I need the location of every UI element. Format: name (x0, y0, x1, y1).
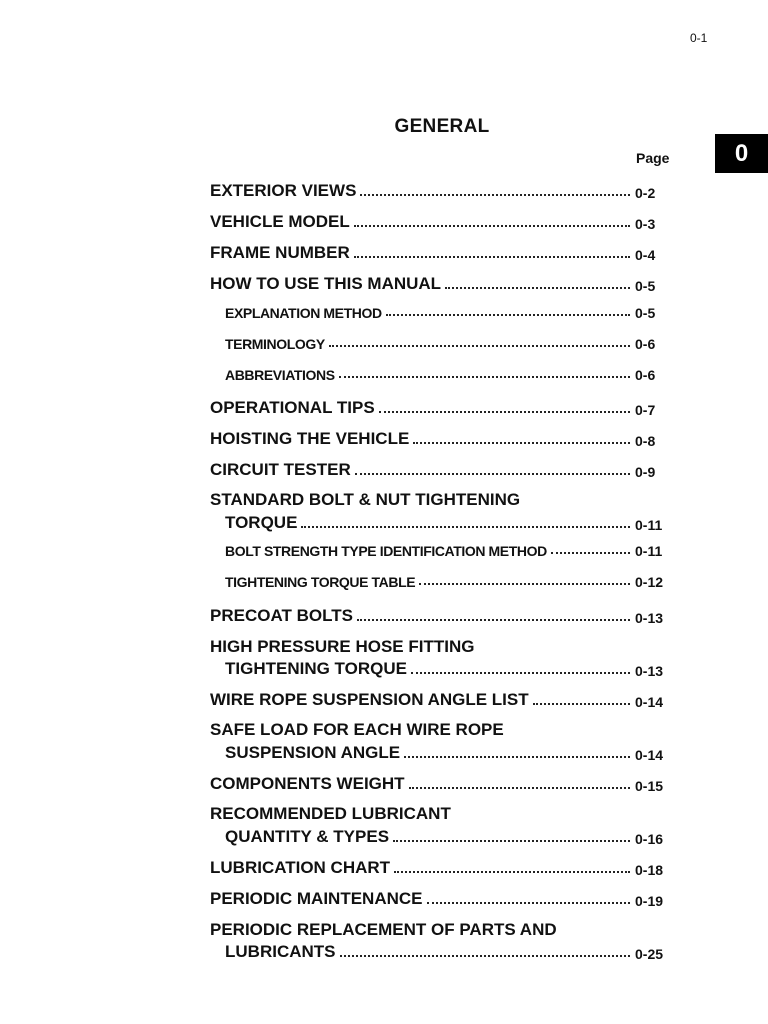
toc-entry-page: 0-9 (635, 464, 656, 480)
toc-subentry[interactable] (225, 305, 673, 321)
leader-dots (329, 345, 630, 347)
toc-entry-first-line[interactable]: PERIODIC REPLACEMENT OF PARTS AND (210, 920, 557, 939)
leader-dots (360, 194, 630, 196)
leader-dots (427, 902, 630, 904)
toc-entry-label: TERMINOLOGY (225, 336, 325, 352)
toc-entry-label: COMPONENTS WEIGHT (210, 774, 405, 793)
toc-entry[interactable] (225, 827, 673, 847)
toc-entry-label: LUBRICANTS (225, 942, 336, 961)
toc-entry-page: 0-14 (635, 747, 664, 763)
toc-entry-label: TIGHTENING TORQUE (225, 659, 407, 678)
toc-entry-label: LUBRICATION CHART (210, 858, 391, 877)
toc-entry-label: TIGHTENING TORQUE TABLE (225, 574, 416, 590)
toc-entry-page: 0-5 (635, 305, 656, 321)
toc-entry-page: 0-19 (635, 893, 664, 909)
toc-entry-label: CIRCUIT TESTER (210, 460, 351, 479)
toc-entry-first-line[interactable]: SAFE LOAD FOR EACH WIRE ROPE (210, 720, 504, 739)
toc-entry-page: 0-12 (635, 574, 664, 590)
toc-entry-page: 0-25 (635, 946, 664, 962)
page-column-label: Page (636, 150, 670, 166)
section-tab: 0 (715, 134, 768, 173)
toc-entry-label: PERIODIC MAINTENANCE (210, 889, 423, 908)
toc-entry-page: 0-6 (635, 336, 656, 352)
toc-entry-label: VEHICLE MODEL (210, 212, 350, 231)
toc-entry-label: FRAME NUMBER (210, 243, 350, 262)
toc-entry-page: 0-11 (635, 517, 663, 533)
toc-entry[interactable] (210, 398, 673, 418)
toc-subentry[interactable] (225, 543, 673, 559)
leader-dots (386, 314, 630, 316)
toc-entry[interactable] (210, 274, 673, 294)
toc-entry[interactable] (225, 942, 673, 962)
toc-entry-page: 0-3 (635, 216, 656, 232)
toc-entry[interactable] (225, 659, 673, 679)
toc-entry-label: WIRE ROPE SUSPENSION ANGLE LIST (210, 690, 529, 709)
section-title: GENERAL (394, 116, 490, 137)
toc-entry-page: 0-15 (635, 778, 664, 794)
toc-entry[interactable] (225, 743, 673, 763)
toc-subentry[interactable] (225, 336, 673, 352)
toc-entry-label: ABBREVIATIONS (225, 367, 335, 383)
toc-entry[interactable] (210, 181, 673, 201)
toc-entry-label: HOISTING THE VEHICLE (210, 429, 410, 448)
leader-dots (394, 871, 630, 873)
toc-entry-page: 0-14 (635, 694, 664, 710)
toc-entry[interactable] (210, 460, 673, 480)
toc-entry-page: 0-6 (635, 367, 656, 383)
leader-dots (411, 672, 630, 674)
toc-entry[interactable] (210, 774, 673, 794)
leader-dots (354, 225, 630, 227)
toc-entry-label: EXPLANATION METHOD (225, 305, 382, 321)
leader-dots (445, 287, 630, 289)
toc-entry-label: QUANTITY & TYPES (225, 827, 390, 846)
toc-entry-label: HOW TO USE THIS MANUAL (210, 274, 442, 293)
leader-dots (355, 473, 630, 475)
toc-entry-page: 0-5 (635, 278, 656, 294)
leader-dots (393, 840, 630, 842)
toc-entry-label: EXTERIOR VIEWS (210, 181, 357, 200)
toc-entry-page: 0-13 (635, 663, 664, 679)
toc-entry-page: 0-18 (635, 862, 664, 878)
toc-entry[interactable] (210, 889, 673, 909)
leader-dots (419, 583, 630, 585)
leader-dots (404, 756, 630, 758)
toc-entry-label: TORQUE (225, 513, 298, 532)
leader-dots (301, 526, 630, 528)
toc-entry[interactable] (210, 858, 673, 878)
toc-entry[interactable] (210, 212, 673, 232)
leader-dots (551, 552, 630, 554)
toc-subentry[interactable] (225, 367, 673, 383)
leader-dots (379, 411, 630, 413)
leader-dots (409, 787, 630, 789)
toc-entry[interactable] (210, 243, 673, 263)
toc-entry-page: 0-16 (635, 831, 664, 847)
toc-entry-page: 0-11 (635, 543, 663, 559)
toc-entry-page: 0-13 (635, 610, 664, 626)
toc-entry-first-line[interactable]: HIGH PRESSURE HOSE FITTING (210, 637, 475, 656)
leader-dots (339, 376, 630, 378)
leader-dots (357, 619, 630, 621)
toc-entry[interactable] (210, 606, 673, 626)
toc-entry-label: SUSPENSION ANGLE (225, 743, 401, 762)
toc-entry-page: 0-8 (635, 433, 656, 449)
leader-dots (533, 703, 630, 705)
toc-entry[interactable] (210, 690, 673, 710)
toc-entry-first-line[interactable]: RECOMMENDED LUBRICANT (210, 804, 451, 823)
toc-entry-label: OPERATIONAL TIPS (210, 398, 375, 417)
leader-dots (413, 442, 630, 444)
toc-subentry[interactable] (225, 574, 673, 590)
toc-entry-page: 0-2 (635, 185, 656, 201)
page-number: 0-1 (690, 31, 708, 45)
toc-entry-page: 0-4 (635, 247, 656, 263)
toc-entry[interactable] (225, 513, 673, 533)
toc-entry-first-line[interactable]: STANDARD BOLT & NUT TIGHTENING (210, 490, 521, 509)
leader-dots (340, 955, 631, 957)
toc-entry-label: BOLT STRENGTH TYPE IDENTIFICATION METHOD (225, 543, 547, 559)
leader-dots (354, 256, 630, 258)
toc-entry[interactable] (210, 429, 673, 449)
toc-entry-page: 0-7 (635, 402, 656, 418)
toc-entry-label: PRECOAT BOLTS (210, 606, 353, 625)
